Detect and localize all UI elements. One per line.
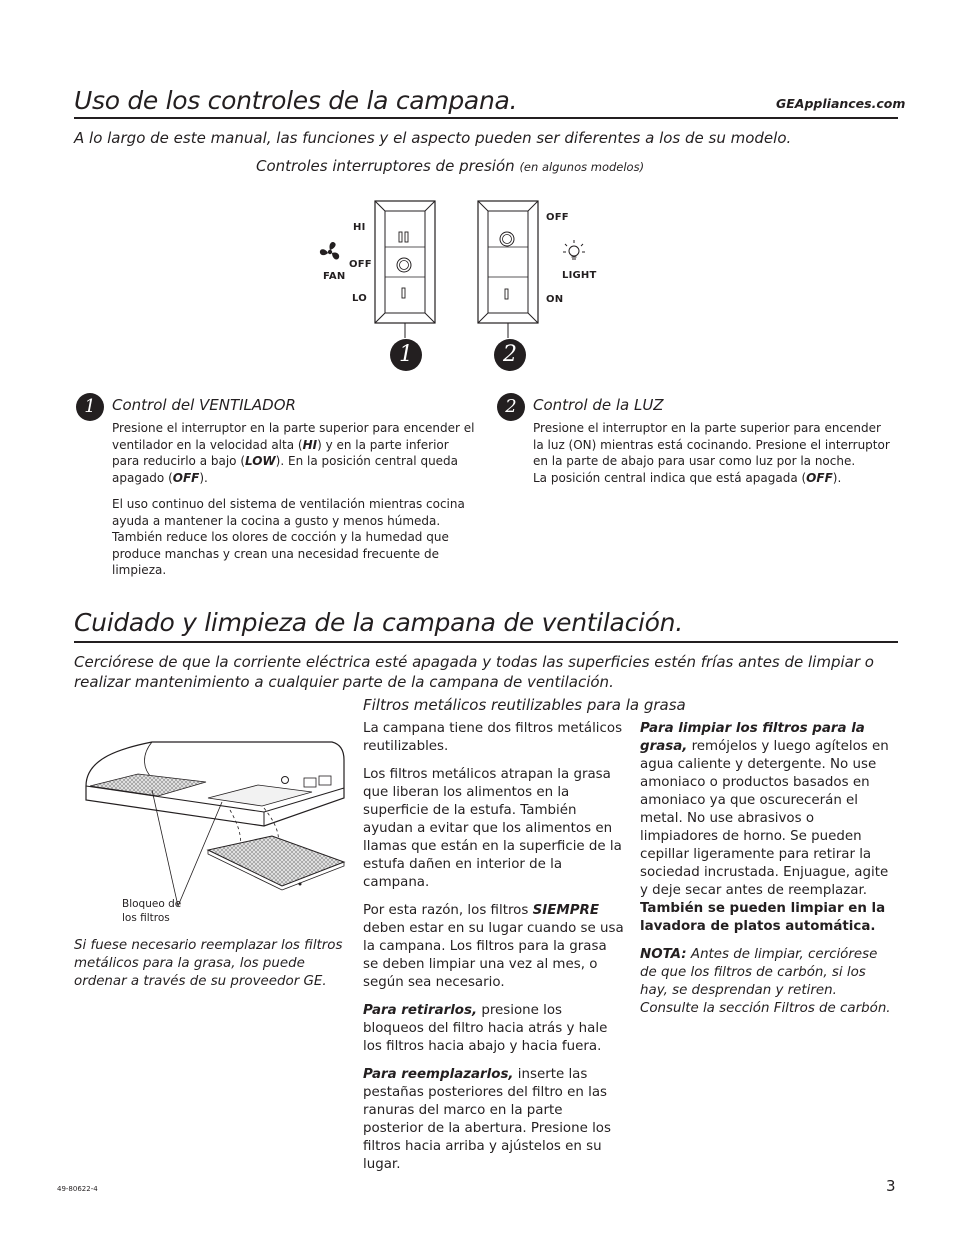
badge-light-switch: 2 [494,339,526,371]
section-intro: A lo largo de este manual, las funciones y el aspecto pueden ser diferentes a los de su modelo. [74,129,792,147]
section-title-care: Cuidado y limpieza de la campana de ventilación. [74,608,683,637]
care-intro: Cerciórese de que la corriente eléctrica esté apagada y todas las superficies estén frías antes de limpiar o realizar mantenimiento a cualquier parte de la campana de ventilación. [74,653,874,691]
light-control-number: 2 [497,393,525,421]
switch-controls-heading [256,157,644,175]
care-title-rule [74,641,898,643]
col1-p5: Para reemplazarlos, inserte las pestañas posteriores del filtro en las ranuras del marco en la parte posterior de la abertura. Presione los filtros hacia arriba y ajústelos en su lugar. [363,1067,611,1172]
filters-column-1 [363,720,625,1184]
light-control-p1: Presione el interruptor en la parte superior para encender la luz (ON) mientras está cocinando. Presione el interruptor en la parte de abajo para usar como luz por la noche. [533,421,890,468]
filter-replacement-caption: Si fuese necesario reemplazar los filtros metálicos para la grasa, los puede ordenar a través de su proveedor GE. [74,938,343,989]
label-light-off: OFF [546,212,569,223]
light-control-title: Control de la LUZ [533,396,664,414]
col2-p2: NOTA: Antes de limpiar, cerciórese de que los filtros de carbón, si los hay, se desprendan y retiren. Consulte la sección Filtros de carbón. [640,947,891,1016]
fan-control-p2: El uso continuo del sistema de ventilación mientras cocina ayuda a mantener la cocina a gusto y menos húmeda. También reduce los olores de cocción y la humedad que produce manchas y crean una necesidad frecuente de limpieza. [112,497,465,577]
label-on: ON [546,294,564,305]
light-switch [478,201,538,338]
website-link[interactable]: GEAppliances.com [776,96,906,111]
light-control-p2: La posición central indica que está apagada (OFF). [533,470,842,485]
section-title-controls: Uso de los controles de la campana. [74,86,518,115]
col1-p1: La campana tiene dos filtros metálicos reutilizables. [363,721,623,754]
label-fan-off: OFF [349,259,372,270]
lightbulb-icon [563,240,585,259]
switch-controls-heading-note: (en algunos modelos) [519,160,645,174]
page-number: 3 [886,1177,896,1195]
label-fan: FAN [323,271,346,282]
fan-control-text [112,420,478,589]
light-control-text [533,420,895,486]
col1-p4: Para retirarlos, presione los bloqueos del filtro hacia atrás y hale los filtros hacia abajo y hacia fuera. [363,1003,608,1054]
filters-column-2 [640,720,895,1028]
document-number: 49-80622-4 [57,1185,98,1193]
switch-controls-heading-text: Controles interruptores de presión [256,157,515,175]
filter-lock-label: Bloqueo de los filtros [122,898,182,924]
label-lo: LO [352,293,367,304]
title-rule [74,117,898,119]
fan-control-p1: Presione el interruptor en la parte superior para encender el ventilador en la velocidad alta (HI) y en la parte inferior para reducirlo a bajo (LOW). En la posición central queda apagado (OFF). [112,421,475,485]
label-light: LIGHT [562,270,597,281]
col1-p3: Por esta razón, los filtros SIEMPRE deben estar en su lugar cuando se usa la campana. Los filtros para la grasa se deben limpiar una vez al mes, o según sea necesario. [363,903,624,990]
fan-icon [320,242,339,260]
fan-control-title: Control del VENTILADOR [112,396,296,414]
filters-heading: Filtros metálicos reutilizables para la grasa [363,696,686,714]
col2-p1: Para limpiar los filtros para la grasa, remójelos y luego agítelos en agua caliente y detergente. No use amoniaco o productos basados en amoniaco ya que oscurecerán el metal. No use abrasivos o limpiadores de horno. Se pueden cepillar ligeramente para retirar la sociedad incrustada. Enjuague, agite y deje secar antes de reemplazar. También se pueden limpiar en la lavadora de platos automática. [640,721,889,934]
col1-p2: Los filtros metálicos atrapan la grasa que liberan los alimentos en la superficie de la estufa. También ayudan a evitar que los alimentos en llamas que están en la superficie de la estufa dañen en interior de la campana. [363,767,622,890]
fan-switch [375,201,435,338]
fan-control-number: 1 [76,393,104,421]
label-hi: HI [353,222,366,233]
badge-fan-switch: 1 [390,339,422,371]
